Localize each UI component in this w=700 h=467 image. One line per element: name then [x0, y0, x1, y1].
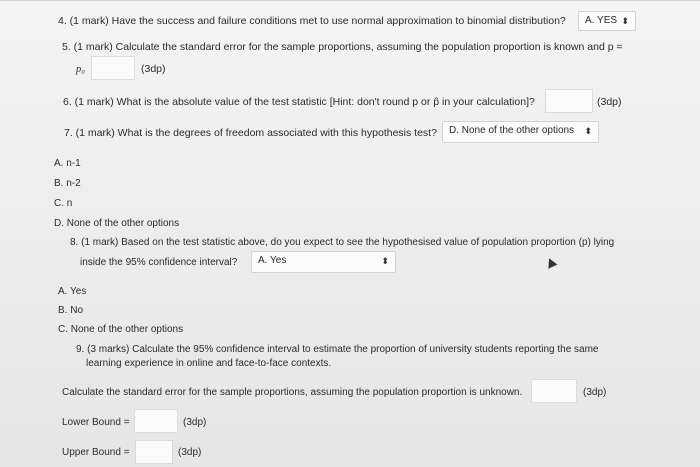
q6-text: 6. (1 mark) What is the absolute value of the test statistic [Hint: don't round p or p̂ in your calculation]?	[63, 96, 535, 108]
q6-answer-input[interactable]	[545, 89, 593, 113]
q9-text-line1: 9. (3 marks) Calculate the 95% confidence interval to estimate the proportion of university students reporting the same	[76, 344, 599, 355]
q8-option: A. Yes	[58, 286, 87, 297]
q8-selected-value: A. Yes	[258, 255, 287, 266]
q9-se-text: Calculate the standard error for the sample proportions, assuming the population proportion is unknown.	[62, 387, 523, 398]
q4-text: 4. (1 mark) Have the success and failure conditions met to use normal approximation to binomial distribution?	[58, 15, 566, 27]
q7-text: 7. (1 mark) What is the degrees of freedom associated with this hypothesis test?	[64, 127, 437, 139]
q9-se-hint: (3dp)	[583, 387, 607, 398]
q7-option: C. n	[54, 198, 73, 209]
q8-text-line1: 8. (1 mark) Based on the test statistic above, do you expect to see the hypothesised value of population proportion (p) lying	[70, 237, 615, 248]
q8-option: C. None of the other options	[58, 324, 184, 335]
q5-answer-input[interactable]	[91, 56, 135, 80]
q7-answer-select[interactable]	[442, 121, 599, 143]
q8-text-line2: inside the 95% confidence interval?	[80, 257, 238, 268]
q8-option: B. No	[58, 305, 84, 316]
select-arrows-icon: ⬍	[621, 16, 629, 26]
q7-option: A. n-1	[54, 158, 81, 169]
mouse-cursor-icon	[545, 256, 558, 268]
q5-text: 5. (1 mark) Calculate the standard error for the sample proportions, assuming the population proportion is known and p =	[62, 41, 623, 53]
upper-bound-hint: (3dp)	[178, 447, 202, 458]
select-arrows-icon: ⬍	[381, 256, 389, 266]
divider	[0, 0, 700, 1]
q9-se-input[interactable]	[531, 379, 577, 403]
q5-p0: p₀	[76, 64, 85, 75]
lower-bound-input[interactable]	[134, 409, 178, 433]
lower-bound-label: Lower Bound =	[62, 417, 130, 428]
q7-option: B. n-2	[54, 178, 81, 189]
lower-bound-hint: (3dp)	[183, 417, 207, 428]
q7-option: D. None of the other options	[54, 218, 180, 229]
q6-hint: (3dp)	[597, 96, 622, 108]
q7-selected-value: D. None of the other options	[449, 125, 575, 136]
select-arrows-icon: ⬍	[584, 126, 592, 136]
q5-hint: (3dp)	[141, 63, 166, 75]
upper-bound-input[interactable]	[135, 440, 173, 464]
q4-selected-value: A. YES	[585, 15, 618, 26]
q4-answer-select[interactable]	[578, 11, 636, 31]
q8-answer-select[interactable]	[251, 251, 396, 273]
q9-text-line2: learning experience in online and face-to-face contexts.	[86, 358, 332, 369]
upper-bound-label: Upper Bound =	[62, 447, 130, 458]
